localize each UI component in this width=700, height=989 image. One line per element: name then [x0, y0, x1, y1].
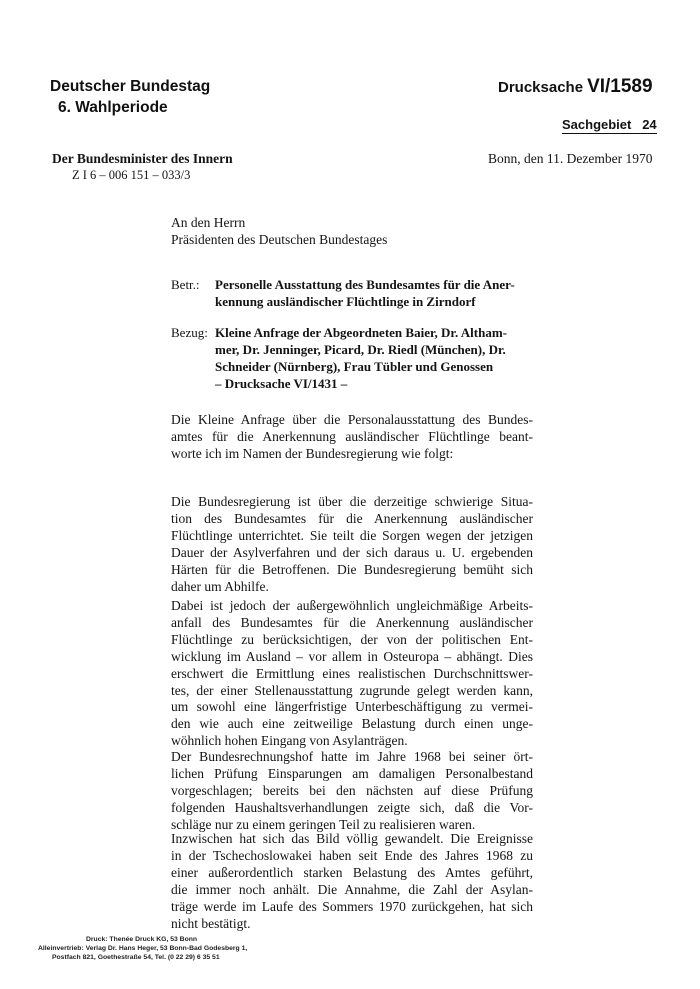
recipient-address — [171, 214, 387, 248]
text-line: folgenden Haushaltsverhandlungen zeigte sich, daß die Vor- — [171, 799, 533, 815]
bezug-label: Bezug: — [171, 325, 208, 340]
paragraph-1 — [171, 412, 533, 463]
text-line: daher um Abhilfe. — [171, 578, 269, 594]
text-line: Der Bundesrechnungshof hatte im Jahre 1968 bei seiner ört- — [171, 749, 533, 764]
text-line: tes, der einer Stellenausstattung zugrunde gelegt werden kann, — [171, 682, 533, 698]
text-line: anfall des Bundesamtes für die Anerkennung ausländischer — [171, 614, 533, 630]
imprint-line: Alleinvertrieb: Verlag Dr. Hans Heger, 53 Bonn-Bad Godesberg 1, — [38, 945, 248, 952]
text-line: in der Tschechoslowakei haben seit Ende des Jahres 1968 zu — [171, 847, 533, 863]
text-line: schläge nur zu einem geringen Teil zu realisieren waren. — [171, 816, 476, 832]
text-line: nicht bestätigt. — [171, 915, 251, 931]
text-line: Dauer der Asylverfahren und der sich daraus u. U. ergebenden — [171, 544, 533, 560]
text-line: Die Kleine Anfrage über die Personalausstattung des Bundes- — [171, 412, 533, 427]
text-line: Inzwischen hat sich das Bild völlig gewandelt. Die Ereignisse — [171, 831, 533, 846]
text-line: träge werde im Laufe des Sommers 1970 zurückgehen, hat sich — [171, 898, 533, 914]
printer-imprint — [38, 935, 247, 962]
header-organization — [50, 76, 210, 118]
org-name: Deutscher Bundestag — [50, 78, 211, 95]
text-line: Flüchtlinge zu berücksichtigen, der von der politischen Ent- — [171, 631, 533, 647]
subject-bezug — [171, 324, 507, 392]
betr-label: Betr.: — [171, 277, 200, 292]
text-line: erschwert die Ermittlung eines realistischen Durchschnittswer- — [171, 665, 533, 681]
text-line: amtes für die Anerkennung ausländischer Flüchtlinge beant- — [171, 428, 533, 444]
wahlperiode: 6. Wahlperiode — [58, 99, 168, 116]
text-line: Die Bundesregierung ist über die derzeitige schwierige Situa- — [171, 494, 533, 509]
betr-line: Personelle Ausstattung des Bundesamtes für die Aner- — [215, 277, 515, 292]
imprint-line: Postfach 821, Goethestraße 54, Tel. (0 22 29) 6 35 51 — [52, 954, 220, 961]
text-line: Dabei ist jedoch der außergewöhnlich ungleichmäßige Arbeits- — [171, 598, 533, 613]
recipient-line: An den Herrn — [171, 215, 246, 230]
text-line: worte ich im Namen der Bundesregierung wie folgt: — [171, 445, 454, 461]
betr-line: kennung ausländischer Flüchtlinge in Zirndorf — [215, 294, 476, 309]
text-line: tion des Bundesamtes für die Anerkennung ausländischer — [171, 510, 533, 526]
text-line: die immer noch anhält. Die Annahme, die Zahl der Asylan- — [171, 881, 533, 897]
text-line: den wie auch eine zeitweilige Belastung durch einen unge- — [171, 716, 533, 732]
text-line: einer außerordentlich starken Belastung des Amtes geführt, — [171, 864, 533, 880]
text-line: wöhnlich hohen Eingang von Asylanträgen. — [171, 733, 408, 749]
paragraph-5 — [171, 831, 533, 932]
paragraph-3 — [171, 598, 533, 750]
paragraph-4 — [171, 749, 533, 834]
text-line: vorgeschlagen; bereits bei den nächsten auf diese Prüfung — [171, 782, 533, 798]
text-line: wicklung im Ausland – vor allem in Osteuropa – abhängt. Dies — [171, 648, 533, 664]
text-line: Flüchtlinge unterrichtet. Sie teilt die Sorgen wegen der jetzigen — [171, 527, 533, 543]
subject-betr — [171, 276, 515, 310]
drucksache-number: VI/1589 — [587, 76, 653, 97]
text-line: um sowohl eine längerfristige Unterbeschäftigung zu vermei- — [171, 699, 533, 715]
text-line: lichen Prüfung Einsparungen am damaligen Personalbestand — [171, 765, 533, 781]
aktenzeichen: Z I 6 – 006 151 – 033/3 — [72, 168, 191, 182]
bezug-line: – Drucksache VI/1431 – — [215, 376, 348, 391]
text-line: Härten für die Betroffenen. Die Bundesregierung bemüht sich — [171, 561, 533, 577]
imprint-line: Druck: Thenée Druck KG, 53 Bonn — [86, 936, 198, 943]
bezug-line: Kleine Anfrage der Abgeordneten Baier, Dr. Altham- — [215, 325, 508, 340]
date-line: Bonn, den 11. Dezember 1970 — [488, 151, 653, 166]
recipient-line: Präsidenten des Deutschen Bundestages — [171, 232, 388, 247]
drucksache-heading — [498, 76, 653, 98]
sender-title: Der Bundesminister des Innern — [52, 151, 233, 166]
sachgebiet: Sachgebiet 24 — [562, 117, 657, 132]
bezug-line: mer, Dr. Jenninger, Picard, Dr. Riedl (München), Dr. — [215, 342, 506, 357]
drucksache-label: Drucksache — [498, 79, 584, 96]
paragraph-2 — [171, 494, 533, 595]
bezug-line: Schneider (Nürnberg), Frau Tübler und Genossen — [215, 359, 494, 374]
